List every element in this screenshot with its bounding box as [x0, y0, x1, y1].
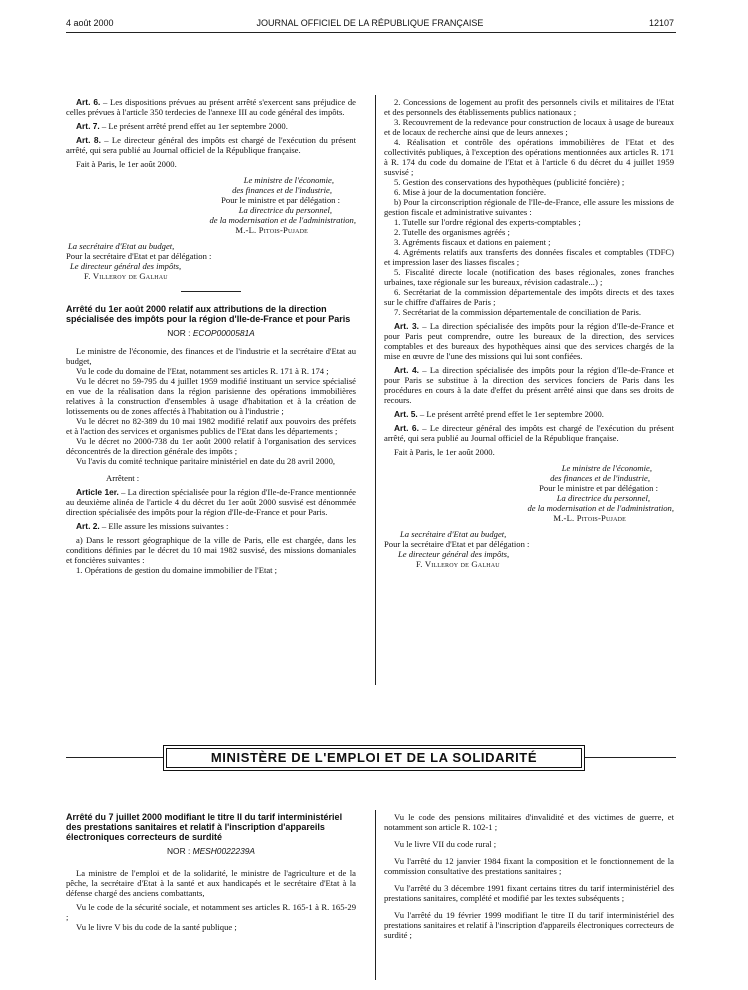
arrete-2-title: Arrêté du 7 juillet 2000 modifiant le titre II du tarif interministériel des prestations sanitaires et relatif à l'inscription d'appareils électroniques correcteurs de surdité — [66, 812, 343, 842]
b-item-3: 3. Agréments fiscaux et dations en paiement ; — [394, 237, 551, 247]
header-date: 4 août 2000 — [66, 18, 114, 28]
arrete-2-vu-arrete-1984: Vu l'arrêté du 12 janvier 1984 fixant la composition et le fonctionnement de la commission consultative des prestations sanitaires ; — [384, 856, 674, 876]
separator-rule — [181, 291, 241, 292]
arrete-1-preamble: Le ministre de l'économie, des finances et de l'industrie et la secrétaire d'Etat au budget, — [66, 346, 356, 366]
arrete-1-item-1: 1. Opérations de gestion du domaine immobilier de l'Etat ; — [76, 565, 278, 575]
arrete-2-vu-pensions: Vu le code des pensions militaires d'invalidité et des victimes de guerre, et notamment son article R. 102-1 ; — [384, 812, 674, 832]
arrete-1-nor: NOR : ECOP0000581A — [167, 328, 255, 338]
arrete-1-title: Arrêté du 1er août 2000 relatif aux attributions de la direction spécialisée des impôts pour la région d'Ile-de-France et pour Paris — [66, 304, 351, 324]
left-column-top — [66, 97, 356, 575]
b-item-2: 2. Tutelle des organismes agréés ; — [394, 227, 510, 237]
arrete-1-vu-code: Vu le code du domaine de l'Etat, notamment ses articles R. 171 à R. 174 ; — [76, 366, 329, 376]
signature-block-2: La secrétaire d'Etat au budget, Pour la secrétaire d'Etat et par délégation : Le directeur général des impôts, F. Villeroy de Galhau — [66, 241, 212, 281]
arrete-2-vu-csp: Vu le livre V bis du code de la santé publique ; — [76, 922, 237, 932]
article-3: Art. 3. – La direction spécialisée des impôts pour la région d'Ile-de-France et pour Paris peut comprendre, outre les bureaux de la direction, des services comptables et des bureaux des hypothèques ainsi que des services chargés de la mise en œuvre de l'une des missions qui lui sont confiées. — [384, 321, 674, 361]
arrete-1-paragraph-a: a) Dans le ressort géographique de la ville de Paris, elle est chargée, dans les conditions définies par le décret du 10 mai 1982 susvisé, des missions domaniales et foncières suivantes : — [66, 535, 356, 565]
signature-block-4: La secrétaire d'Etat au budget, Pour la secrétaire d'Etat et par délégation : Le directeur général des impôts, F. Villeroy de Galhau — [384, 529, 530, 569]
banner-rule-left — [66, 757, 163, 758]
right-column-bottom — [384, 812, 674, 940]
header-page-number: 12107 — [648, 18, 674, 28]
arrete-2-vu-code-rural: Vu le livre VII du code rural ; — [394, 839, 497, 849]
arrete-2-vu-arrete-1999: Vu l'arrêté du 19 février 1999 modifiant le titre II du tarif interministériel des prestations sanitaires et relatif à l'inscription d'appareils électroniques correcteurs de surdité ; — [384, 910, 674, 940]
paragraph-b: b) Pour la circonscription régionale de l'Ile-de-France, elle assure les missions de gestion fiscale et administrative suivantes : — [384, 197, 674, 217]
item-4: 4. Réalisation et contrôle des opérations immobilières de l'Etat et des collectivités publiques, à l'exception des opérations mentionnées aux articles R. 171 à R. 174 du code du domaine de l'Etat et à l'article 6 du décret du 4 juillet 1959 susvisé ; — [384, 137, 674, 177]
column-divider-top — [375, 95, 376, 685]
b-item-4: 4. Agréments relatifs aux transferts des données fiscales et comptables (TDFC) et impression laser des liasses fiscales ; — [384, 247, 674, 267]
left-column-bottom — [66, 812, 356, 932]
item-2: 2. Concessions de logement au profit des personnels civils et militaires de l'Etat et des personnels des établissements publics nationaux ; — [384, 97, 674, 117]
item-6: 6. Mise à jour de la documentation foncière. — [394, 187, 547, 197]
arrete-1-vu-decret-2000: Vu le décret no 2000-738 du 1er août 2000 relatif à l'organisation des services déconcentrés de la direction générale des impôts ; — [66, 436, 356, 456]
b-item-1: 1. Tutelle sur l'ordre régional des experts-comptables ; — [394, 217, 581, 227]
arrete-1-article-1: Article 1er. – La direction spécialisée pour la région d'Ile-de-France mentionnée au deuxième alinéa de l'article 4 du décret du 1er août 2000 susvisé est dénommée direction spécialisée des impôts pour la région d'Ile-de-France et pour Paris. — [66, 487, 356, 517]
right-column-top — [384, 97, 674, 569]
banner-rule-right — [585, 757, 676, 758]
b-item-7: 7. Secrétariat de la commission départementale de conciliation de Paris. — [394, 307, 641, 317]
article-4: Art. 4. – La direction spécialisée des impôts pour la région d'Ile-de-France et pour Paris se substitue à la direction des services fonciers de Paris dans les procédures en cours à la date d'effet du présent arrêté ainsi que dans ses droits de recours. — [384, 365, 674, 405]
ministry-banner — [163, 745, 585, 771]
item-3: 3. Recouvrement de la redevance pour construction de locaux à usage de bureaux et de locaux de recherche ainsi que de leurs annexes ; — [384, 117, 674, 137]
arretent: Arrêtent : — [106, 473, 140, 483]
b-item-6: 6. Secrétariat de la commission départementale des impôts directs et des taxes sur le chiffre d'affaires de Paris ; — [384, 287, 674, 307]
ministry-title: MINISTÈRE DE L'EMPLOI ET DE LA SOLIDARITÉ — [210, 750, 538, 765]
arrete-2-vu-arrete-1991: Vu l'arrêté du 3 décembre 1991 fixant certains titres du tarif interministériel des prestations sanitaires, complété et modifié par les textes subséquents ; — [384, 883, 674, 903]
arrete-1-article-2: Art. 2. – Elle assure les missions suivantes : — [76, 521, 229, 531]
header-journal-title: JOURNAL OFFICIEL DE LA RÉPUBLIQUE FRANÇAISE — [256, 18, 484, 28]
item-5: 5. Gestion des conservations des hypothèques (publicité foncière) ; — [394, 177, 625, 187]
arrete-2-nor: NOR : MESH0022239A — [167, 846, 255, 856]
b-item-5: 5. Fiscalité directe locale (notification des bases régionales, zones franches urbaines, taxe régionale sur les bureaux, révision cadastrale...) ; — [384, 267, 674, 287]
column-divider-bottom — [375, 810, 376, 980]
arrete-1-vu-decret-1982: Vu le décret no 82-389 du 10 mai 1982 modifié relatif aux pouvoirs des préfets et à l'action des services et organismes publics de l'Etat dans les départements ; — [66, 416, 356, 436]
arrete-2-preamble: La ministre de l'emploi et de la solidarité, le ministre de l'agriculture et de la pêche, la secrétaire d'Etat à la santé et aux handicapés et le secrétaire d'Etat à la défense chargé des anciens combattants, — [66, 868, 356, 898]
article-6: Art. 6. – Le directeur général des impôts est chargé de l'exécution du présent arrêté, qui sera publié au Journal officiel de la République française. — [384, 423, 674, 443]
signature-block-1: Le ministre de l'économie, des finances et de l'industrie, Pour le ministre et par délégation : La directrice du personnel, de la modernisation et de l'administration, M.-L. Pitois-Pujade — [209, 175, 356, 235]
article-7-prev: Art. 7. – Le présent arrêté prend effet au 1er septembre 2000. — [76, 121, 288, 131]
signature-block-3: Le ministre de l'économie, des finances et de l'industrie, Pour le ministre et par délégation : La directrice du personnel, de la modernisation et de l'administration, M.-L. Pitois-Pujade — [527, 463, 674, 523]
article-6-prev: Art. 6. – Les dispositions prévues au présent arrêté s'exercent sans préjudice de celles prévues à l'article 350 terdecies de l'annexe III au code général des impôts. — [66, 97, 356, 117]
arrete-1-vu-avis: Vu l'avis du comité technique paritaire ministériel en date du 28 avril 2000, — [76, 456, 336, 466]
article-8-prev: Art. 8. – Le directeur général des impôts est chargé de l'exécution du présent arrêté, qui sera publié au Journal officiel de la République française. — [66, 135, 356, 155]
arrete-1-vu-decret-1959: Vu le décret no 59-795 du 4 juillet 1959 modifié instituant un service spécialisé en vue de la réalisation dans la région parisienne des opérations immobilières relatives à la construction d'ensembles à usage d'habitation et à la création de lotissements ou de zones affectés à l'habitation ou à l'industrie ; — [66, 376, 356, 416]
page-header — [66, 18, 674, 30]
arrete-2-vu-css: Vu le code de la sécurité sociale, et notamment ses articles R. 165-1 à R. 165-29 ; — [66, 902, 356, 922]
fait-a-paris: Fait à Paris, le 1er août 2000. — [76, 159, 177, 169]
fait-a-paris-2: Fait à Paris, le 1er août 2000. — [394, 447, 495, 457]
article-5: Art. 5. – Le présent arrêté prend effet le 1er septembre 2000. — [394, 409, 604, 419]
header-rule — [66, 32, 676, 33]
